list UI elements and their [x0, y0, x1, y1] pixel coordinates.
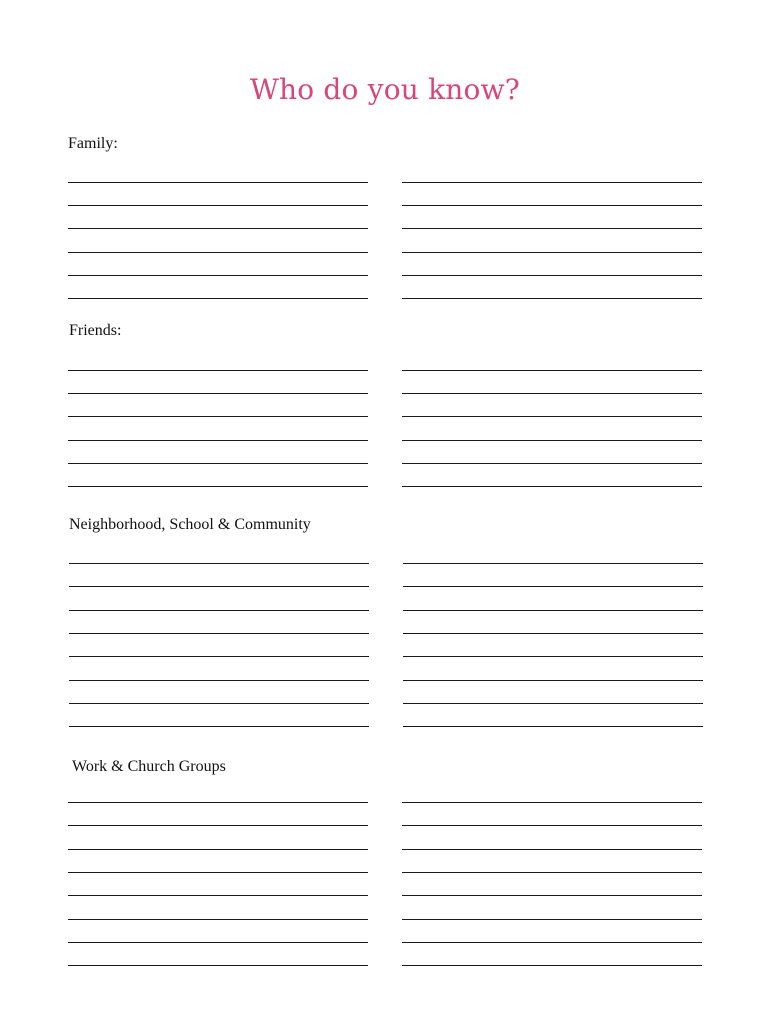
family-entry-line [402, 275, 702, 276]
community-entry-line [69, 680, 369, 681]
family-entry-line [68, 205, 368, 206]
community-entry-line [69, 726, 369, 727]
community-entry-line [69, 703, 369, 704]
friends-entry-line [68, 486, 368, 487]
community-entry-line [69, 656, 369, 657]
community-entry-line [69, 586, 369, 587]
family-entry-line [402, 182, 702, 183]
section-label-community: Neighborhood, School & Community [69, 516, 311, 533]
friends-entry-line [402, 416, 702, 417]
friends-entry-line [68, 416, 368, 417]
work-entry-line [402, 825, 702, 826]
friends-entry-line [68, 440, 368, 441]
friends-entry-line [68, 370, 368, 371]
work-entry-line [68, 849, 368, 850]
work-entry-line [68, 942, 368, 943]
friends-entry-line [402, 393, 702, 394]
work-entry-line [68, 895, 368, 896]
section-label-friends: Friends: [69, 322, 122, 339]
work-entry-line [68, 825, 368, 826]
friends-entry-line [402, 463, 702, 464]
family-entry-line [68, 182, 368, 183]
community-entry-line [69, 633, 369, 634]
community-entry-line [69, 610, 369, 611]
community-entry-line [403, 633, 703, 634]
friends-entry-line [402, 486, 702, 487]
friends-entry-line [68, 463, 368, 464]
work-entry-line [402, 802, 702, 803]
family-entry-line [68, 228, 368, 229]
family-entry-line [402, 228, 702, 229]
family-entry-line [68, 298, 368, 299]
community-entry-line [403, 610, 703, 611]
family-entry-line [402, 205, 702, 206]
family-entry-line [68, 275, 368, 276]
work-entry-line [402, 965, 702, 966]
community-entry-line [403, 586, 703, 587]
work-entry-line [402, 895, 702, 896]
section-label-family: Family: [68, 135, 118, 152]
family-entry-line [68, 252, 368, 253]
work-entry-line [402, 919, 702, 920]
work-entry-line [68, 919, 368, 920]
section-label-work: Work & Church Groups [72, 758, 226, 775]
page-title: Who do you know? [250, 73, 520, 106]
work-entry-line [402, 942, 702, 943]
family-entry-line [402, 252, 702, 253]
work-entry-line [68, 802, 368, 803]
community-entry-line [69, 563, 369, 564]
friends-entry-line [402, 370, 702, 371]
family-entry-line [402, 298, 702, 299]
work-entry-line [402, 849, 702, 850]
friends-entry-line [402, 440, 702, 441]
community-entry-line [403, 703, 703, 704]
community-entry-line [403, 563, 703, 564]
work-entry-line [68, 965, 368, 966]
work-entry-line [402, 872, 702, 873]
community-entry-line [403, 656, 703, 657]
work-entry-line [68, 872, 368, 873]
friends-entry-line [68, 393, 368, 394]
community-entry-line [403, 680, 703, 681]
community-entry-line [403, 726, 703, 727]
